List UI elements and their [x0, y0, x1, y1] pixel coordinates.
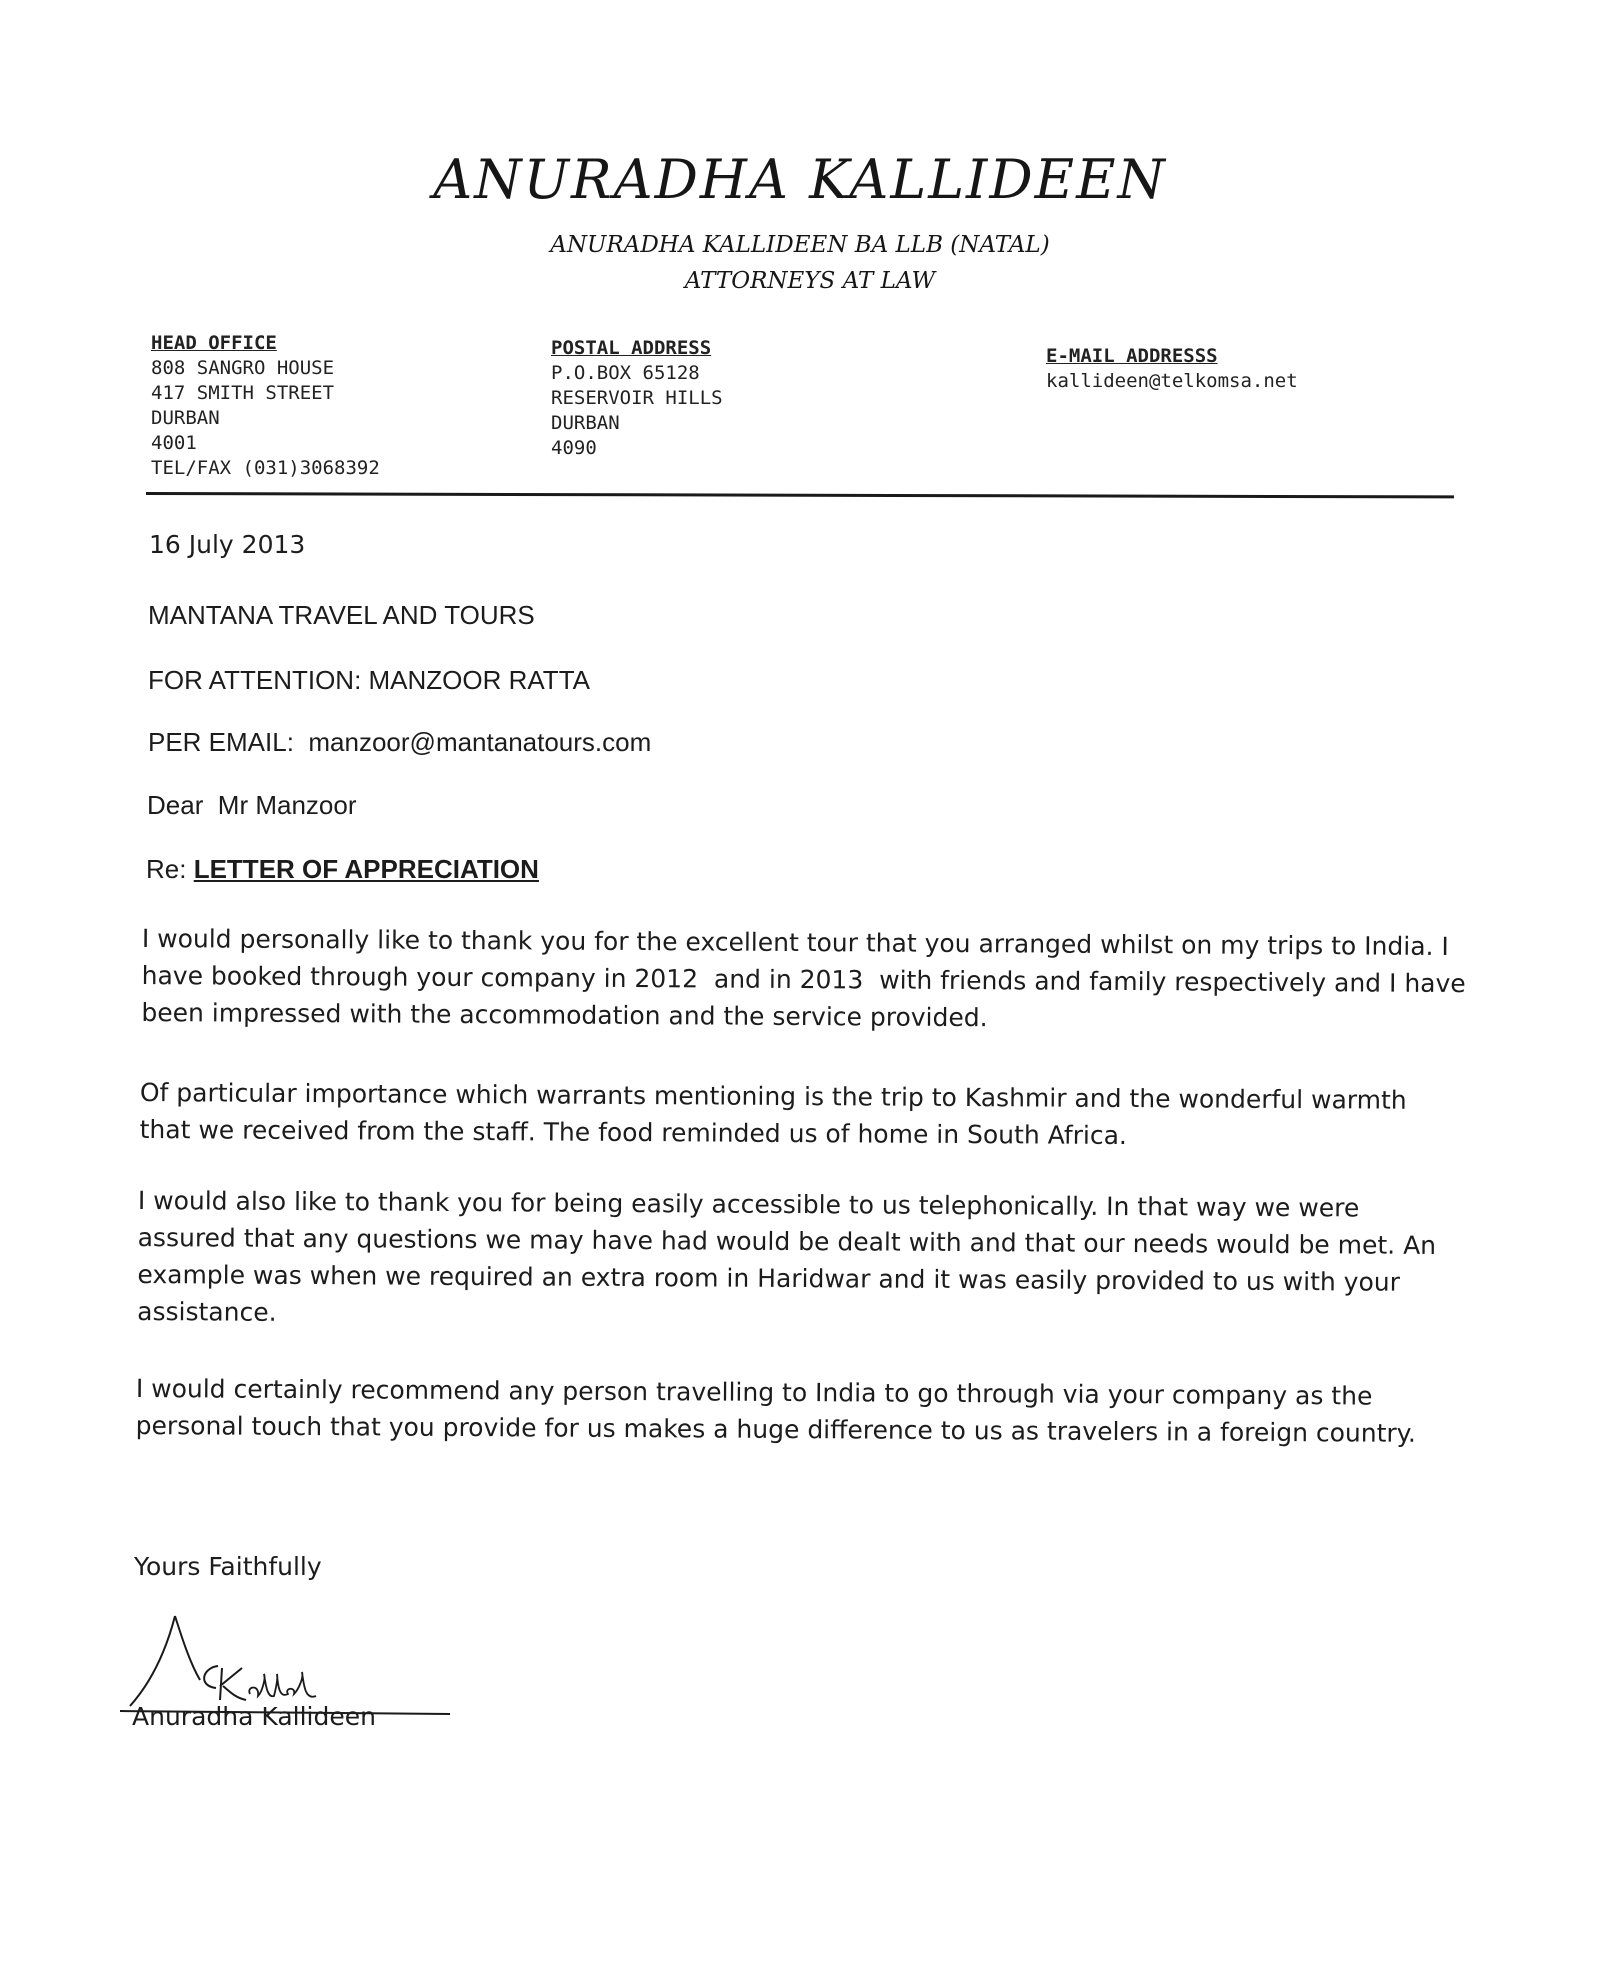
paragraph-line: that we received from the staff. The food reminded us of home in South Africa. — [139, 1114, 1128, 1151]
email-address-value: kallideen@telkomsa.net — [1046, 370, 1298, 392]
email-address-heading: E-MAIL ADDRESSS — [1046, 345, 1218, 367]
letterhead-profession: ATTORNEYS AT LAW — [684, 268, 936, 294]
paragraph-line: have booked through your company in 2012 and in 2013 with friends and family respectively and I have — [141, 960, 1466, 999]
paragraph-line: assistance. — [137, 1296, 277, 1327]
per-email-label: PER EMAIL: — [148, 727, 294, 757]
subject-line — [146, 854, 539, 885]
letter-paragraph — [136, 1370, 1417, 1452]
subject-label: Re: — [146, 854, 187, 884]
head-office-line: 417 SMITH STREET — [151, 382, 335, 404]
head-office-heading: HEAD OFFICE — [151, 332, 277, 354]
postal-address-line: DURBAN — [551, 412, 620, 434]
signatory-name: Anuradha Kallideen — [132, 1702, 376, 1731]
per-email-value: manzoor@mantanatours.com — [308, 727, 652, 757]
paragraph-line: personal touch that you provide for us makes a huge difference to us as travelers in a foreign country. — [135, 1410, 1417, 1448]
paragraph-line: been impressed with the accommodation and the service provided. — [141, 997, 988, 1033]
email-address-block — [1046, 344, 1298, 394]
paragraph-line: I would certainly recommend any person travelling to India to go through via your company as the — [135, 1373, 1373, 1411]
subject-title: LETTER OF APPRECIATION — [193, 854, 539, 884]
letterhead-name: ANURADHA KALLIDEEN — [433, 148, 1167, 211]
closing: Yours Faithfully — [134, 1552, 322, 1581]
postal-address-line: RESERVOIR HILLS — [551, 387, 723, 409]
postal-address-line: 4090 — [551, 437, 597, 459]
per-email-line — [148, 727, 651, 758]
salutation: Dear Mr Manzoor — [147, 790, 357, 820]
postal-address-heading: POSTAL ADDRESS — [551, 337, 712, 359]
attention-line: FOR ATTENTION: MANZOOR RATTA — [148, 665, 590, 695]
letter-date: 16 July 2013 — [149, 530, 306, 559]
head-office-line: TEL/FAX (031)3068392 — [151, 457, 380, 479]
letter-paragraph — [137, 1182, 1436, 1338]
head-office-block — [151, 331, 380, 481]
letter-paragraph — [141, 920, 1466, 1039]
recipient-name: MANTANA TRAVEL AND TOURS — [148, 600, 535, 630]
head-office-line: DURBAN — [151, 407, 220, 429]
letter-paragraph — [140, 1074, 1407, 1156]
letterhead-qualification: ANURADHA KALLIDEEN BA LLB (NATAL) — [550, 232, 1050, 258]
head-office-line: 808 SANGRO HOUSE — [151, 357, 335, 379]
postal-address-block — [551, 336, 723, 461]
postal-address-line: P.O.BOX 65128 — [551, 362, 700, 384]
letterhead-divider — [146, 492, 1454, 498]
head-office-line: 4001 — [151, 432, 197, 454]
paragraph-line: assured that any questions we may have had would be dealt with and that our needs would be met. An — [137, 1222, 1437, 1260]
paragraph-line: Of particular importance which warrants mentioning is the trip to Kashmir and the wonderful warmth — [139, 1077, 1407, 1115]
paragraph-line: I would personally like to thank you for the excellent tour that you arranged whilst on my trips to India. I — [141, 923, 1449, 961]
paragraph-line: example was when we required an extra room in Haridwar and it was easily provided to us with your — [137, 1259, 1401, 1297]
paragraph-line: I would also like to thank you for being easily accessible to us telephonically. In that way we were — [137, 1185, 1360, 1223]
